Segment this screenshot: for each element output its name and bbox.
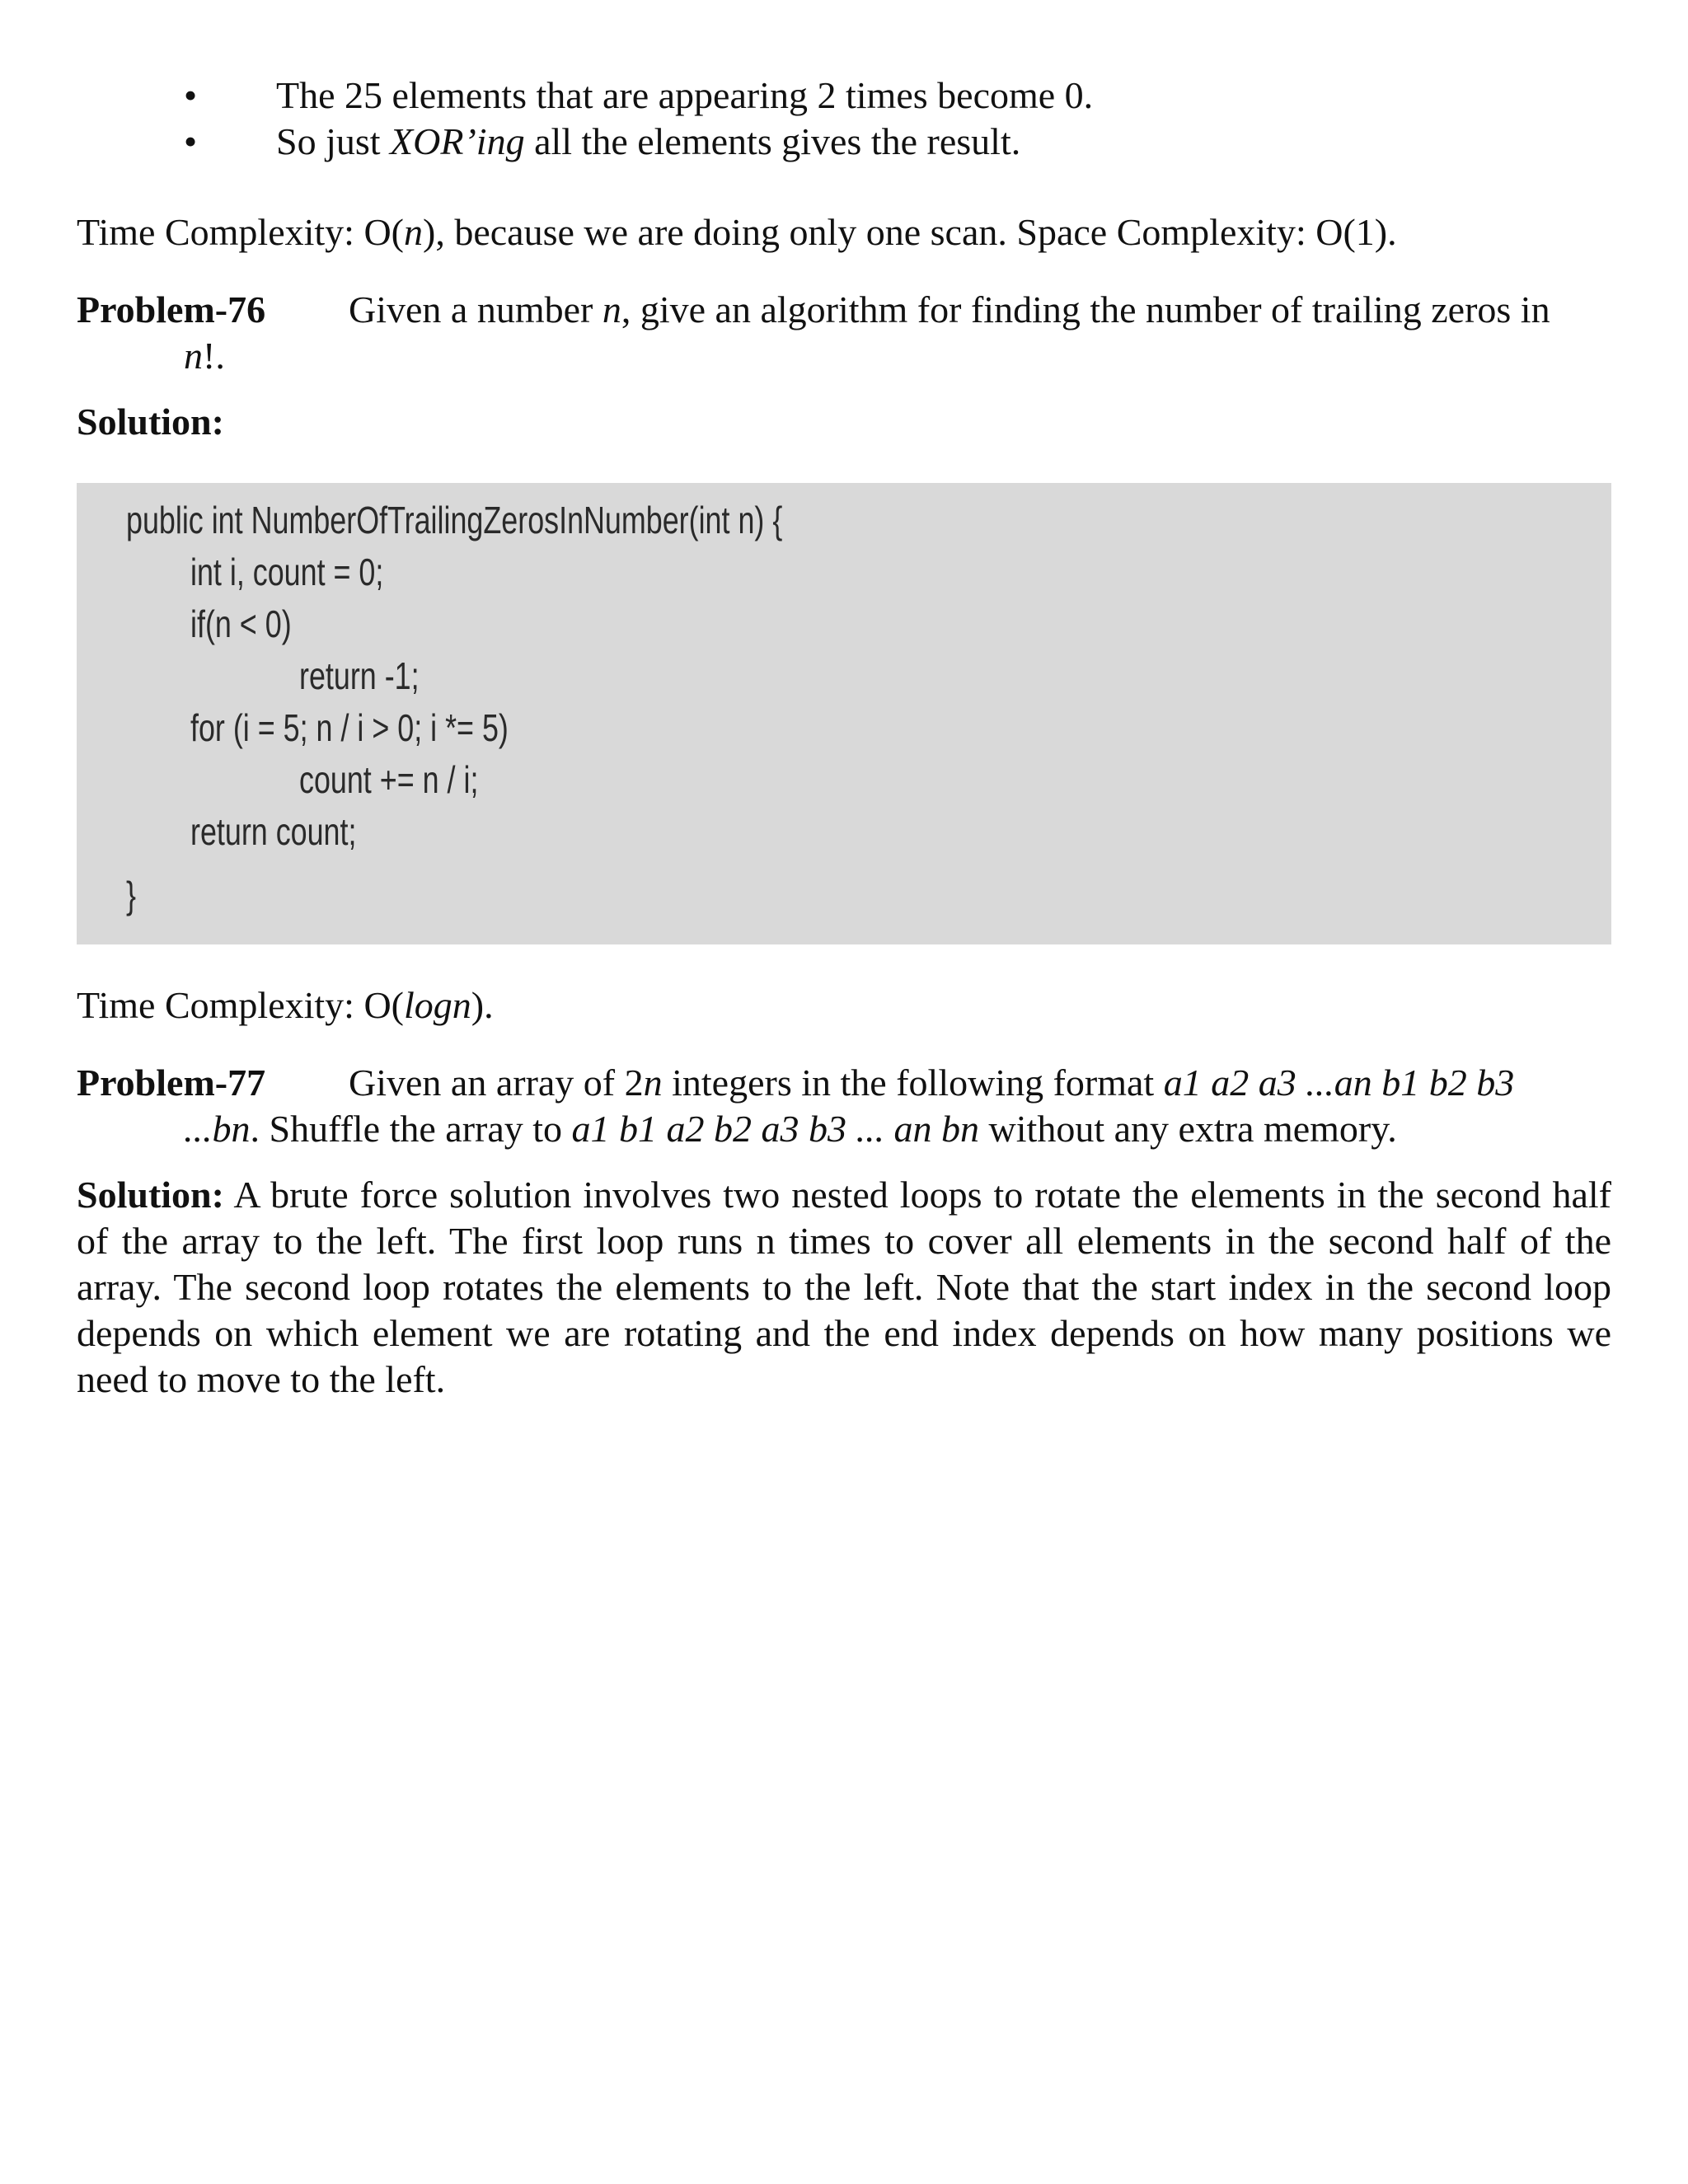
p77-line1-pre: Given an array of 2 [349,1062,644,1104]
code-line: for (i = 5; n / i > 0; i *= 5) [190,706,509,749]
bullet-item [77,73,1611,119]
solution-77-label: Solution: [77,1174,224,1216]
p76-text-pre: Given a number [349,288,603,330]
p77-line2-post: without any extra memory. [979,1108,1397,1150]
problem-76-label: Problem-76 [77,288,266,330]
problem-77-continuation [77,1106,1611,1152]
problem-77 [77,1060,1611,1152]
p77-line1-seq: a1 a2 a3 ...an b1 b2 b3 [1163,1062,1515,1104]
code-line: return count; [190,810,357,853]
solution-label: Solution: [77,401,224,443]
code-line: if(n < 0) [190,602,292,645]
code-line: int i, count = 0; [190,551,384,593]
bullet-text: The 25 elements that are appearing 2 times become 0. [276,74,1094,116]
p77-line1-mid: integers in the following format [662,1062,1164,1104]
p77-line2-mid: . Shuffle the array to [250,1108,572,1150]
bullet-icon: • [184,120,198,162]
problem-77-statement [77,1060,1611,1106]
problem-76 [77,287,1611,379]
p76-cont-em: n [184,335,203,377]
tc2-em: logn [404,984,471,1026]
problem-76-statement [77,287,1611,333]
problem-76-continuation [77,333,1611,379]
p77-line2-seq: ...bn [184,1108,251,1150]
code-line: return -1; [299,654,420,697]
tc1-em: n [404,211,423,253]
p76-text-post: , give an algorithm for finding the number of trailing zeros in [621,288,1550,330]
tc2-post: ). [471,984,494,1026]
code-line: public int NumberOfTrailingZerosInNumber(int n) { [126,499,783,541]
tc1-post: ), because we are doing only one scan. Space Complexity: O(1). [423,211,1397,253]
p76-text-em: n [602,288,621,330]
bullet-item [77,119,1611,165]
page-content [77,73,1611,1403]
bullet-text-post: all the elements gives the result. [524,120,1021,162]
tc1-pre: Time Complexity: O( [77,211,404,253]
solution-76-heading [77,399,1611,445]
time-complexity-1 [77,209,1611,255]
bullet-text-em: XOR’ing [390,120,525,162]
problem-77-label: Problem-77 [77,1062,266,1104]
solution-77-text: A brute force solution involves two nested loops to rotate the elements in the second half of the array to the left. The first loop runs n times to cover all elements in the second half of the array. The second loop rotates the elements to the left. Note that the start index in the second loop depends on which element we are rotating and the end index depends on how many positions we need to move to the left. [77,1174,1611,1400]
time-complexity-2 [77,982,1611,1029]
solution-77-paragraph [77,1172,1611,1403]
p77-line1-em: n [643,1062,663,1104]
code-line: } [126,874,136,916]
p76-cont-post: !. [203,335,225,377]
code-block [77,483,1611,944]
code-line: count += n / i; [299,758,479,801]
bullet-text-pre: So just [276,120,391,162]
bullet-list [77,73,1611,165]
bullet-icon: • [184,74,198,116]
p77-line2-seq2: a1 b1 a2 b2 a3 b3 ... an bn [571,1108,980,1150]
tc2-pre: Time Complexity: O( [77,984,404,1026]
